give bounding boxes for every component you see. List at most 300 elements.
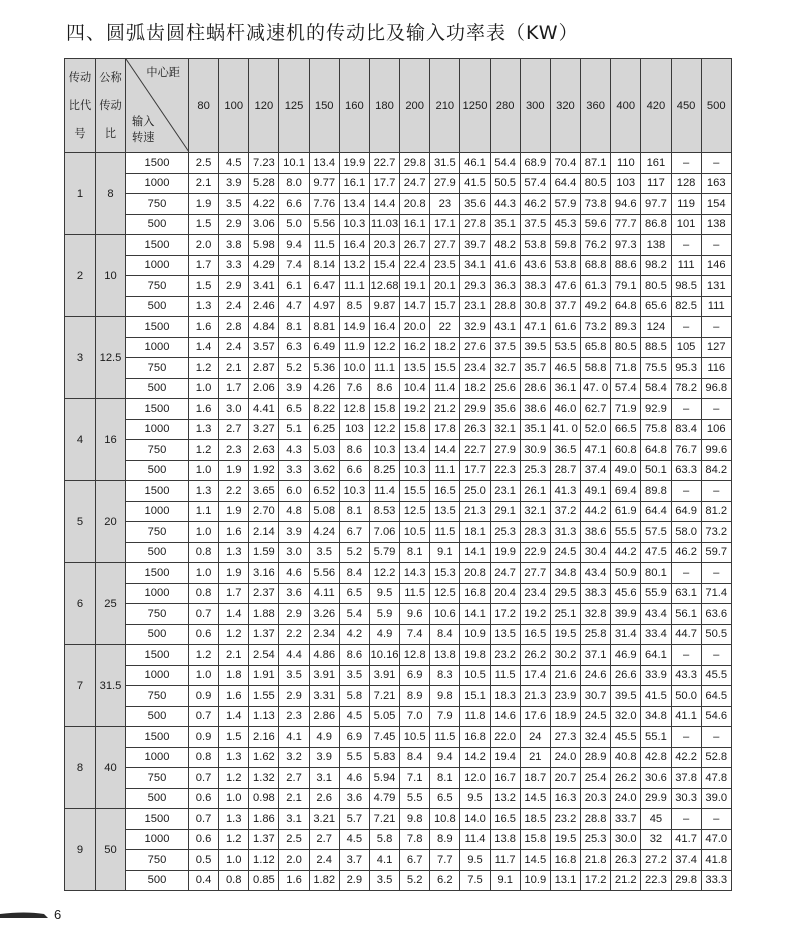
input-speed: 1000 — [126, 255, 189, 276]
page-number: 6 — [54, 907, 62, 922]
power-value: 1.3 — [189, 296, 219, 317]
power-value: 21.2 — [430, 399, 460, 420]
page-title: 四、圆弧齿圆柱蜗杆减速机的传动比及输入功率表（KW） — [66, 22, 579, 44]
power-value: – — [701, 235, 731, 256]
power-value: 64.4 — [550, 173, 580, 194]
power-value: 35.6 — [490, 399, 520, 420]
power-value: 7.23 — [249, 153, 279, 174]
power-value: 10.9 — [460, 624, 490, 645]
power-value: 4.6 — [279, 563, 309, 584]
power-value: 88.5 — [641, 337, 671, 358]
power-value: 77.7 — [611, 214, 641, 235]
power-value: 14.9 — [339, 317, 369, 338]
table-row — [65, 686, 732, 707]
power-value: 43.3 — [671, 665, 701, 686]
power-value: 1.6 — [189, 317, 219, 338]
power-value: 83.4 — [671, 419, 701, 440]
power-value: 61.9 — [611, 501, 641, 522]
power-value: 2.4 — [219, 337, 249, 358]
power-value: 37.5 — [490, 337, 520, 358]
power-value: 6.5 — [339, 583, 369, 604]
table-row — [65, 850, 732, 871]
header-center-distance: 280 — [490, 59, 520, 153]
table-row — [65, 440, 732, 461]
nominal-ratio: 25 — [96, 563, 126, 645]
power-value: 5.7 — [339, 809, 369, 830]
power-value: 1.7 — [189, 255, 219, 276]
power-value: 32.9 — [460, 317, 490, 338]
power-value: 6.1 — [279, 276, 309, 297]
power-value: 99.6 — [701, 440, 731, 461]
power-value: 71.4 — [701, 583, 731, 604]
table-row — [65, 419, 732, 440]
power-value: 4.4 — [279, 645, 309, 666]
input-speed: 750 — [126, 604, 189, 625]
power-value: 84.2 — [701, 460, 731, 481]
power-value: 13.8 — [430, 645, 460, 666]
power-value: 28.9 — [581, 747, 611, 768]
power-value: 9.5 — [460, 788, 490, 809]
power-value: 41.7 — [671, 829, 701, 850]
power-value: 7.76 — [309, 194, 339, 215]
header-center-distance: 1250 — [460, 59, 490, 153]
power-value: 2.86 — [309, 706, 339, 727]
power-value: 23.2 — [490, 645, 520, 666]
power-value: 1.9 — [219, 501, 249, 522]
power-value: 10.5 — [400, 522, 430, 543]
power-value: 9.5 — [460, 850, 490, 871]
power-value: 19.9 — [339, 153, 369, 174]
power-value: 41.3 — [550, 481, 580, 502]
power-value: 3.41 — [249, 276, 279, 297]
page-tab-marker — [0, 912, 50, 918]
power-value: 3.21 — [309, 809, 339, 830]
input-speed: 1000 — [126, 583, 189, 604]
ratio-code: 4 — [65, 399, 96, 481]
power-value: 161 — [641, 153, 671, 174]
power-value: 27.6 — [460, 337, 490, 358]
power-value: 57.5 — [641, 522, 671, 543]
power-value: 96.8 — [701, 378, 731, 399]
power-value: 1.2 — [219, 624, 249, 645]
power-value: 98.2 — [641, 255, 671, 276]
power-value: 75.8 — [641, 419, 671, 440]
power-value: 3.7 — [339, 850, 369, 871]
power-value: 27.9 — [430, 173, 460, 194]
power-value: 37.4 — [671, 850, 701, 871]
power-value: 38.3 — [581, 583, 611, 604]
power-value: – — [701, 727, 731, 748]
power-value: 50.0 — [671, 686, 701, 707]
power-value: 6.49 — [309, 337, 339, 358]
power-value: 65.8 — [581, 337, 611, 358]
power-value: 18.9 — [550, 706, 580, 727]
power-value: 18.2 — [430, 337, 460, 358]
power-value: 8.9 — [430, 829, 460, 850]
power-value: 71.8 — [611, 358, 641, 379]
table-row — [65, 317, 732, 338]
power-value: 43.4 — [581, 563, 611, 584]
power-value: 1.9 — [219, 460, 249, 481]
power-value: 2.9 — [219, 214, 249, 235]
power-value: 116 — [701, 358, 731, 379]
input-speed: 500 — [126, 296, 189, 317]
power-value: 29.9 — [460, 399, 490, 420]
ratio-code: 8 — [65, 727, 96, 809]
power-value: 2.3 — [279, 706, 309, 727]
power-value: 80.5 — [641, 276, 671, 297]
input-speed: 1000 — [126, 747, 189, 768]
power-value: 14.3 — [400, 563, 430, 584]
power-value: 40.8 — [611, 747, 641, 768]
power-value: 7.9 — [430, 706, 460, 727]
power-value: 26.3 — [611, 850, 641, 871]
power-value: 47.1 — [520, 317, 550, 338]
power-value: 23.5 — [430, 255, 460, 276]
power-value: 1.8 — [219, 665, 249, 686]
power-value: 25.3 — [490, 522, 520, 543]
power-value: 2.9 — [279, 686, 309, 707]
power-value: 75.5 — [641, 358, 671, 379]
power-value: 10.4 — [400, 378, 430, 399]
power-value: 8.4 — [400, 747, 430, 768]
power-value: 3.6 — [339, 788, 369, 809]
power-value: 2.1 — [189, 173, 219, 194]
power-value: 88.6 — [611, 255, 641, 276]
power-value: 3.9 — [279, 522, 309, 543]
power-value: 1.4 — [219, 706, 249, 727]
power-value: 0.85 — [249, 870, 279, 891]
power-value: 2.2 — [219, 481, 249, 502]
power-value: – — [671, 809, 701, 830]
power-value: 81.2 — [701, 501, 731, 522]
power-value: 2.7 — [219, 419, 249, 440]
power-value: 3.9 — [219, 173, 249, 194]
power-value: 2.3 — [219, 440, 249, 461]
ratio-code: 9 — [65, 809, 96, 891]
power-value: 7.21 — [369, 809, 399, 830]
power-value: 13.5 — [490, 624, 520, 645]
power-value: 49.0 — [611, 460, 641, 481]
power-value: 63.1 — [671, 583, 701, 604]
power-value: 11.4 — [430, 378, 460, 399]
power-value: 44.2 — [581, 501, 611, 522]
power-value: 25.6 — [490, 378, 520, 399]
power-value: 98.5 — [671, 276, 701, 297]
header-row — [65, 59, 732, 153]
power-value: 17.1 — [430, 214, 460, 235]
power-value: 53.5 — [550, 337, 580, 358]
power-value: 9.87 — [369, 296, 399, 317]
power-value: 4.7 — [279, 296, 309, 317]
table-row — [65, 747, 732, 768]
power-value: 17.8 — [430, 419, 460, 440]
power-value: 9.77 — [309, 173, 339, 194]
table-row — [65, 501, 732, 522]
input-speed: 1000 — [126, 173, 189, 194]
power-value: 2.5 — [279, 829, 309, 850]
power-value: 14.1 — [460, 604, 490, 625]
power-value: 47.5 — [641, 542, 671, 563]
power-value: 24.0 — [611, 788, 641, 809]
power-value: 12.8 — [339, 399, 369, 420]
header-center-distance: 420 — [641, 59, 671, 153]
power-value: 15.5 — [400, 481, 430, 502]
power-value: 3.9 — [279, 378, 309, 399]
power-value: – — [701, 399, 731, 420]
power-value: 12.5 — [430, 583, 460, 604]
ratio-power-table — [64, 58, 732, 891]
power-value: 20.1 — [430, 276, 460, 297]
power-value: 111 — [671, 255, 701, 276]
power-value: 8.5 — [339, 296, 369, 317]
power-value: 28.3 — [520, 522, 550, 543]
power-value: 1.59 — [249, 542, 279, 563]
power-value: 8.6 — [369, 378, 399, 399]
power-value: 27.2 — [641, 850, 671, 871]
power-value: 12.5 — [400, 501, 430, 522]
power-value: 0.5 — [189, 850, 219, 871]
power-value: 28.8 — [581, 809, 611, 830]
power-value: 39.7 — [460, 235, 490, 256]
power-value: 5.1 — [279, 419, 309, 440]
power-value: 39.5 — [611, 686, 641, 707]
nominal-ratio: 20 — [96, 481, 126, 563]
power-value: – — [701, 317, 731, 338]
table-row — [65, 665, 732, 686]
power-value: 1.4 — [189, 337, 219, 358]
power-value: 14.0 — [460, 809, 490, 830]
power-value: 9.1 — [490, 870, 520, 891]
power-value: 41.6 — [490, 255, 520, 276]
power-value: 29.3 — [460, 276, 490, 297]
power-value: 8.3 — [430, 665, 460, 686]
table-row — [65, 296, 732, 317]
power-value: 14.2 — [460, 747, 490, 768]
power-value: 22.3 — [641, 870, 671, 891]
power-value: 13.5 — [400, 358, 430, 379]
power-value: 80.1 — [641, 563, 671, 584]
power-value: 16.1 — [400, 214, 430, 235]
table-row — [65, 235, 732, 256]
power-value: 106 — [701, 419, 731, 440]
table-row — [65, 214, 732, 235]
power-value: 3.65 — [249, 481, 279, 502]
input-speed: 750 — [126, 686, 189, 707]
table-row — [65, 624, 732, 645]
power-value: 58.8 — [581, 358, 611, 379]
power-value: 124 — [641, 317, 671, 338]
power-value: 3.16 — [249, 563, 279, 584]
power-value: 33.3 — [701, 870, 731, 891]
power-value: 34.1 — [460, 255, 490, 276]
center-distance-label: 中心距 — [146, 67, 180, 79]
power-value: 16.8 — [460, 727, 490, 748]
power-value: 15.4 — [369, 255, 399, 276]
power-value: 31.4 — [611, 624, 641, 645]
power-value: 6.47 — [309, 276, 339, 297]
power-value: 17.7 — [460, 460, 490, 481]
power-value: 18.1 — [460, 522, 490, 543]
power-value: 3.26 — [309, 604, 339, 625]
input-speed: 1500 — [126, 317, 189, 338]
power-value: 3.2 — [279, 747, 309, 768]
nominal-ratio: 31.5 — [96, 645, 126, 727]
power-value: 24.6 — [581, 665, 611, 686]
power-value: 26.2 — [611, 768, 641, 789]
input-speed: 1500 — [126, 563, 189, 584]
power-value: 16.4 — [339, 235, 369, 256]
power-value: 1.88 — [249, 604, 279, 625]
power-value: 101 — [671, 214, 701, 235]
power-value: 5.4 — [339, 604, 369, 625]
power-value: 10.9 — [520, 870, 550, 891]
power-value: 39.0 — [701, 788, 731, 809]
power-value: 11.5 — [309, 235, 339, 256]
nominal-ratio: 8 — [96, 153, 126, 235]
power-value: 8.6 — [339, 440, 369, 461]
power-value: 80.5 — [581, 173, 611, 194]
power-value: 21.3 — [520, 686, 550, 707]
power-value: 11.1 — [339, 276, 369, 297]
table-row — [65, 337, 732, 358]
power-value: 5.5 — [400, 788, 430, 809]
power-value: 23.9 — [550, 686, 580, 707]
power-value: 1.1 — [189, 501, 219, 522]
power-value: 24.5 — [581, 706, 611, 727]
power-value: 3.5 — [219, 194, 249, 215]
input-speed: 500 — [126, 788, 189, 809]
power-value: 19.1 — [400, 276, 430, 297]
power-value: 10.3 — [400, 460, 430, 481]
power-value: 1.2 — [189, 645, 219, 666]
power-value: 35.7 — [520, 358, 550, 379]
power-value: 32.1 — [490, 419, 520, 440]
power-value: 3.5 — [339, 665, 369, 686]
power-value: 2.4 — [309, 850, 339, 871]
power-value: 13.8 — [490, 829, 520, 850]
power-value: 0.7 — [189, 706, 219, 727]
input-speed: 750 — [126, 768, 189, 789]
power-value: 55.9 — [641, 583, 671, 604]
input-speed: 1000 — [126, 337, 189, 358]
power-value: 1.3 — [189, 481, 219, 502]
power-value: 2.14 — [249, 522, 279, 543]
power-value: 8.4 — [339, 563, 369, 584]
power-value: 18.7 — [520, 768, 550, 789]
power-value: 3.8 — [219, 235, 249, 256]
power-value: 59.7 — [701, 542, 731, 563]
power-value: 37.2 — [550, 501, 580, 522]
power-value: 1.3 — [189, 419, 219, 440]
power-value: 69.4 — [611, 481, 641, 502]
power-value: 0.9 — [189, 686, 219, 707]
power-value: 2.70 — [249, 501, 279, 522]
power-value: 23.1 — [490, 481, 520, 502]
power-value: 20.3 — [581, 788, 611, 809]
power-value: 4.86 — [309, 645, 339, 666]
power-value: 11.7 — [490, 850, 520, 871]
power-value: 25.8 — [581, 624, 611, 645]
power-value: 1.13 — [249, 706, 279, 727]
power-value: 49.1 — [581, 481, 611, 502]
power-value: 111 — [701, 296, 731, 317]
power-value: 30.2 — [550, 645, 580, 666]
power-value: 6.7 — [400, 850, 430, 871]
power-value: 3.5 — [279, 665, 309, 686]
power-value: 1.0 — [189, 460, 219, 481]
power-value: 41. 0 — [550, 419, 580, 440]
power-value: 1.86 — [249, 809, 279, 830]
power-value: 16.8 — [460, 583, 490, 604]
power-value: 45.6 — [611, 583, 641, 604]
header-center-distance: 500 — [701, 59, 731, 153]
power-value: 23.2 — [550, 809, 580, 830]
header-center-distance: 120 — [249, 59, 279, 153]
power-value: 5.28 — [249, 173, 279, 194]
power-value: 29.1 — [490, 501, 520, 522]
power-value: 1.0 — [189, 665, 219, 686]
power-value: 32.1 — [520, 501, 550, 522]
power-value: 16.4 — [369, 317, 399, 338]
power-value: 3.91 — [369, 665, 399, 686]
power-value: 127 — [701, 337, 731, 358]
ratio-code: 7 — [65, 645, 96, 727]
power-value: 9.8 — [400, 809, 430, 830]
power-value: 9.4 — [279, 235, 309, 256]
power-value: 13.2 — [490, 788, 520, 809]
power-value: 4.11 — [309, 583, 339, 604]
power-value: 73.2 — [701, 522, 731, 543]
header-center-distance: 100 — [219, 59, 249, 153]
power-value: 68.9 — [520, 153, 550, 174]
power-value: 11.4 — [369, 481, 399, 502]
power-value: 6.25 — [309, 419, 339, 440]
ratio-code: 5 — [65, 481, 96, 563]
power-value: 0.8 — [189, 583, 219, 604]
power-value: 57.4 — [520, 173, 550, 194]
power-value: 1.62 — [249, 747, 279, 768]
power-value: 14.7 — [400, 296, 430, 317]
power-value: 30.3 — [671, 788, 701, 809]
power-value: 7.4 — [400, 624, 430, 645]
power-value: 12.2 — [369, 419, 399, 440]
power-value: 5.8 — [369, 829, 399, 850]
power-value: 2.87 — [249, 358, 279, 379]
power-value: 2.37 — [249, 583, 279, 604]
power-value: 17.2 — [581, 870, 611, 891]
power-value: 57.4 — [611, 378, 641, 399]
power-value: 15.1 — [460, 686, 490, 707]
power-value: 38.6 — [520, 399, 550, 420]
ratio-code: 2 — [65, 235, 96, 317]
power-value: 10.5 — [460, 665, 490, 686]
table-row — [65, 522, 732, 543]
power-value: 16.3 — [550, 788, 580, 809]
power-value: 1.0 — [189, 563, 219, 584]
power-value: 46.9 — [611, 645, 641, 666]
power-value: 1.37 — [249, 829, 279, 850]
table-row — [65, 870, 732, 891]
power-value: 13.4 — [309, 153, 339, 174]
power-value: 38.3 — [520, 276, 550, 297]
power-value: 26.3 — [460, 419, 490, 440]
power-value: 2.8 — [219, 317, 249, 338]
power-value: 4.24 — [309, 522, 339, 543]
power-value: 1.0 — [219, 788, 249, 809]
power-value: 13.4 — [400, 440, 430, 461]
power-value: 10.3 — [339, 481, 369, 502]
